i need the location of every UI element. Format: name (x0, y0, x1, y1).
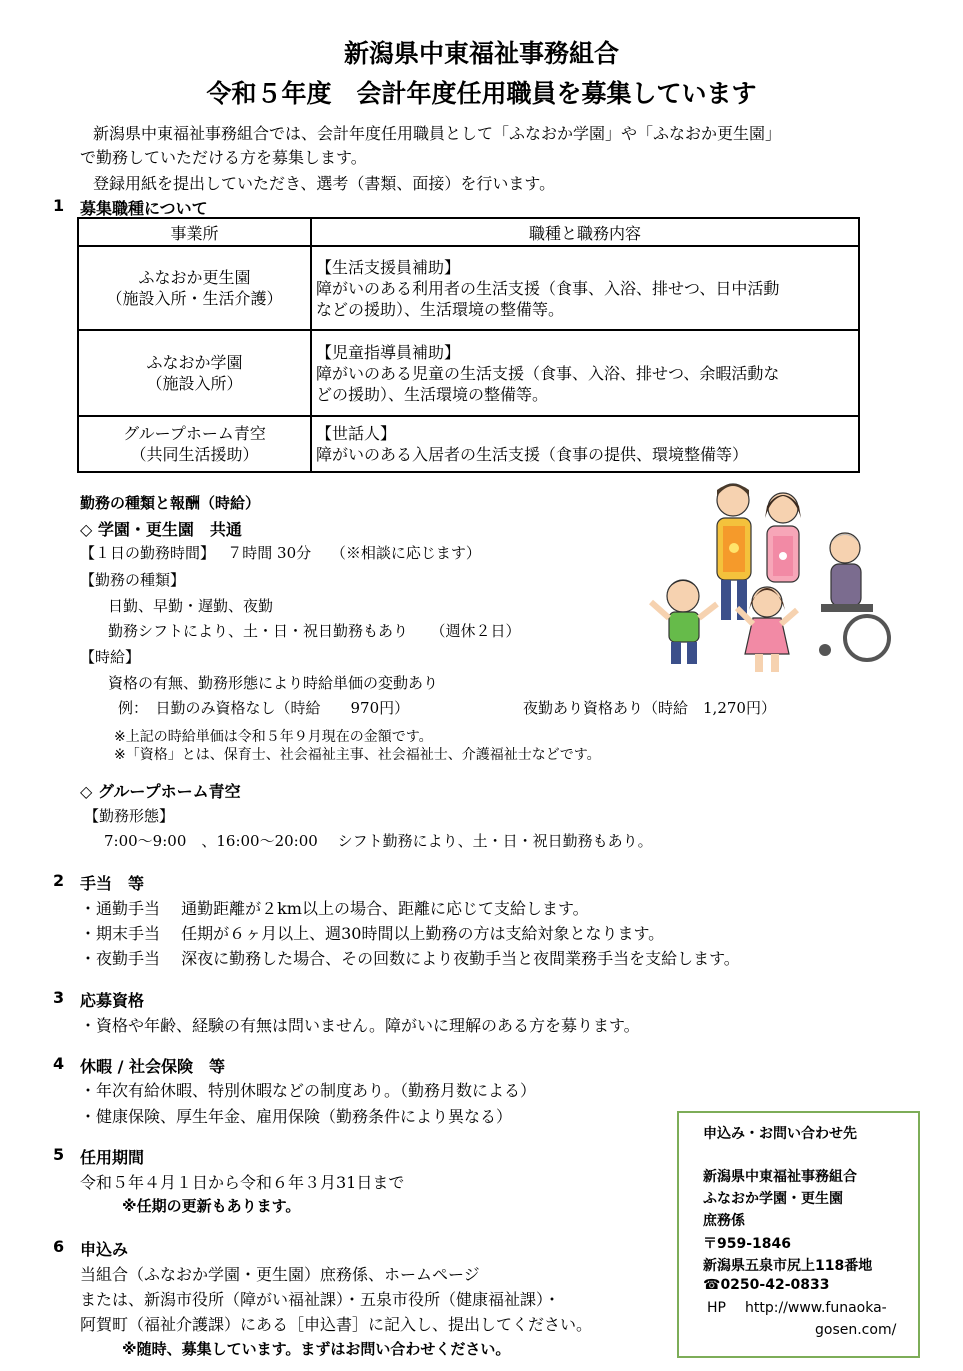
job-desc-line: 障がいのある利用者の生活支援（食事、入浴、排せつ、日中活動 (316, 278, 780, 298)
facility-name: ふなおか更生園 (138, 268, 251, 287)
facility-type: （共同生活援助） (130, 445, 259, 464)
gakuen-heading: ◇ 学園・更生園 共通 (80, 520, 242, 539)
wage-label: 【時給】 (80, 648, 141, 666)
contact-hp-label: HP (707, 1300, 726, 1316)
list-item: ・年次有給休暇、特別休暇などの制度あり。（勤務月数による） (80, 1081, 537, 1100)
facility-name: ふなおか学園 (146, 353, 243, 372)
term-note: ※任期の更新もあります。 (122, 1197, 301, 1215)
job-title: 【生活支援員補助】 (316, 257, 461, 277)
term-line: 令和５年４月１日から令和６年３月31日まで (80, 1173, 405, 1192)
section-1-number: 1 (53, 196, 65, 215)
contact-dept: 庶務係 (703, 1213, 745, 1229)
table-cell-job (311, 246, 859, 330)
facility-type: （施設入所） (146, 374, 243, 393)
table-cell-job (311, 330, 859, 416)
gh-form-label: 【勤務形態】 (84, 807, 175, 825)
contact-org: 新潟県中東福祉事務組合 (703, 1169, 857, 1185)
job-desc-line: などの援助）、生活環境の整備等。 (316, 299, 565, 319)
table-row (78, 416, 859, 472)
contact-facility: ふなおか学園・更生園 (703, 1191, 843, 1207)
section-6-number: 6 (53, 1237, 65, 1256)
grandmother-figure (819, 533, 889, 660)
gh-heading: ◇ グループホーム青空 (80, 782, 241, 801)
list-item: ・健康保険、厚生年金、雇用保険（勤務条件により異なる） (80, 1107, 513, 1126)
section-6-title: 申込み (80, 1240, 129, 1259)
contact-box (677, 1111, 920, 1358)
contact-address: 新潟県五泉市尻上118番地 (703, 1258, 873, 1274)
work-types-line: 勤務シフトにより、土・日・祝日勤務もあり （週休２日） (108, 622, 521, 640)
intro-line-3: 登録用紙を提出していただき、選考（書類、面接）を行います。 (93, 174, 556, 193)
section-1-title: 募集職種について (80, 199, 208, 218)
page-title: 新潟県中東福祉事務組合 (343, 39, 619, 68)
work-types-line: 日勤、早勤・遅勤、夜勤 (108, 597, 274, 615)
section-3-number: 3 (53, 988, 65, 1007)
section-4-title: 休暇 / 社会保険 等 (80, 1057, 225, 1076)
apply-note: ※随時、募集しています。まずはお問い合わせください。 (122, 1340, 511, 1358)
facility-name: グループホーム青空 (123, 424, 266, 443)
family-group-illustration-icon (645, 478, 900, 678)
contact-postal: 〒959-1846 (703, 1236, 791, 1252)
father-figure (717, 484, 751, 620)
section-2-title: 手当 等 (80, 874, 145, 893)
wage-note: ※上記の時給単価は令和５年９月現在の金額です。 (114, 729, 433, 745)
section-4-number: 4 (53, 1054, 65, 1073)
work-types-label: 【勤務の種類】 (80, 571, 186, 589)
contact-heading: 申込み・お問い合わせ先 (703, 1126, 857, 1142)
apply-line: 阿賀町（福祉介護課）にある［申込書］に記入し、提出してください。 (80, 1315, 593, 1334)
section-5-number: 5 (53, 1145, 65, 1164)
job-title: 【世話人】 (316, 424, 397, 443)
section-2-number: 2 (53, 871, 65, 890)
boy-figure (651, 580, 717, 664)
list-item: ・期末手当 任期が６ヶ月以上、週30時間以上勤務の方は支給対象となります。 (80, 924, 665, 943)
intro-line-1: 新潟県中東福祉事務組合では、会計年度任用職員として「ふなおか学園」や「ふなおか更生園」 (93, 124, 782, 143)
contact-hp-link-cont[interactable]: gosen.com/ (815, 1322, 897, 1338)
job-title: 【児童指導員補助】 (316, 342, 461, 362)
intro-line-2: で勤務していただける方を募集します。 (80, 148, 367, 167)
table-cell-facility (78, 330, 311, 416)
apply-line: 当組合（ふなおか学園・更生園）庶務係、ホームページ (80, 1265, 480, 1284)
list-item: ・夜勤手当 深夜に勤務した場合、その回数により夜勤手当と夜間業務手当を支給します。 (80, 949, 740, 968)
mother-figure (765, 493, 801, 582)
section-5-title: 任用期間 (80, 1148, 145, 1167)
table-cell-facility (78, 416, 311, 472)
table-row (78, 330, 859, 416)
wage-example-1: 例： 日勤のみ資格なし（時給 970円） (118, 699, 410, 717)
jobs-table (77, 217, 860, 473)
contact-hp-link[interactable]: http://www.funaoka- (745, 1300, 887, 1316)
contact-phone: ☎0250-42-0833 (703, 1277, 830, 1293)
table-cell-job (311, 416, 859, 472)
job-desc-line: どの援助）、生活環境の整備等。 (316, 384, 549, 404)
work-hours: 【１日の勤務時間】 ７時間 30分 （※相談に応じます） (80, 544, 481, 562)
table-cell-facility (78, 246, 311, 330)
list-item: ・通勤手当 通勤距離が２km以上の場合、距離に応じて支給します。 (80, 899, 589, 918)
apply-line: または、新潟市役所（障がい福祉課）・五泉市役所（健康福祉課）・ (80, 1290, 561, 1309)
facility-type: （施設入所・生活介護） (106, 289, 283, 308)
page-subtitle: 令和５年度 会計年度任用職員を募集しています (206, 79, 757, 108)
wage-note: ※「資格」とは、保育士、社会福祉主事、社会福祉士、介護福祉士などです。 (114, 747, 601, 763)
table-header-job: 職種と職務内容 (311, 218, 859, 246)
job-desc-line: 障がいのある入居者の生活支援（食事の提供、環境整備等） (316, 445, 749, 464)
table-header-row (78, 218, 859, 246)
table-header-facility: 事業所 (78, 218, 311, 246)
job-desc-line: 障がいのある児童の生活支援（食事、入浴、排せつ、余暇活動な (316, 363, 780, 383)
wage-example-2: 夜勤あり資格あり（時給 1,270円） (523, 699, 776, 717)
table-row (78, 246, 859, 330)
list-item: ・資格や年齢、経験の有無は問いません。障がいに理解のある方を募ります。 (80, 1016, 640, 1035)
section-3-title: 応募資格 (80, 991, 145, 1010)
wage-line: 資格の有無、勤務形態により時給単価の変動あり (108, 674, 439, 692)
work-heading: 勤務の種類と報酬（時給） (80, 494, 261, 512)
gh-form-line: 7:00〜9:00 、16:00〜20:00 シフト勤務により、土・日・祝日勤務もあり。 (104, 832, 653, 850)
